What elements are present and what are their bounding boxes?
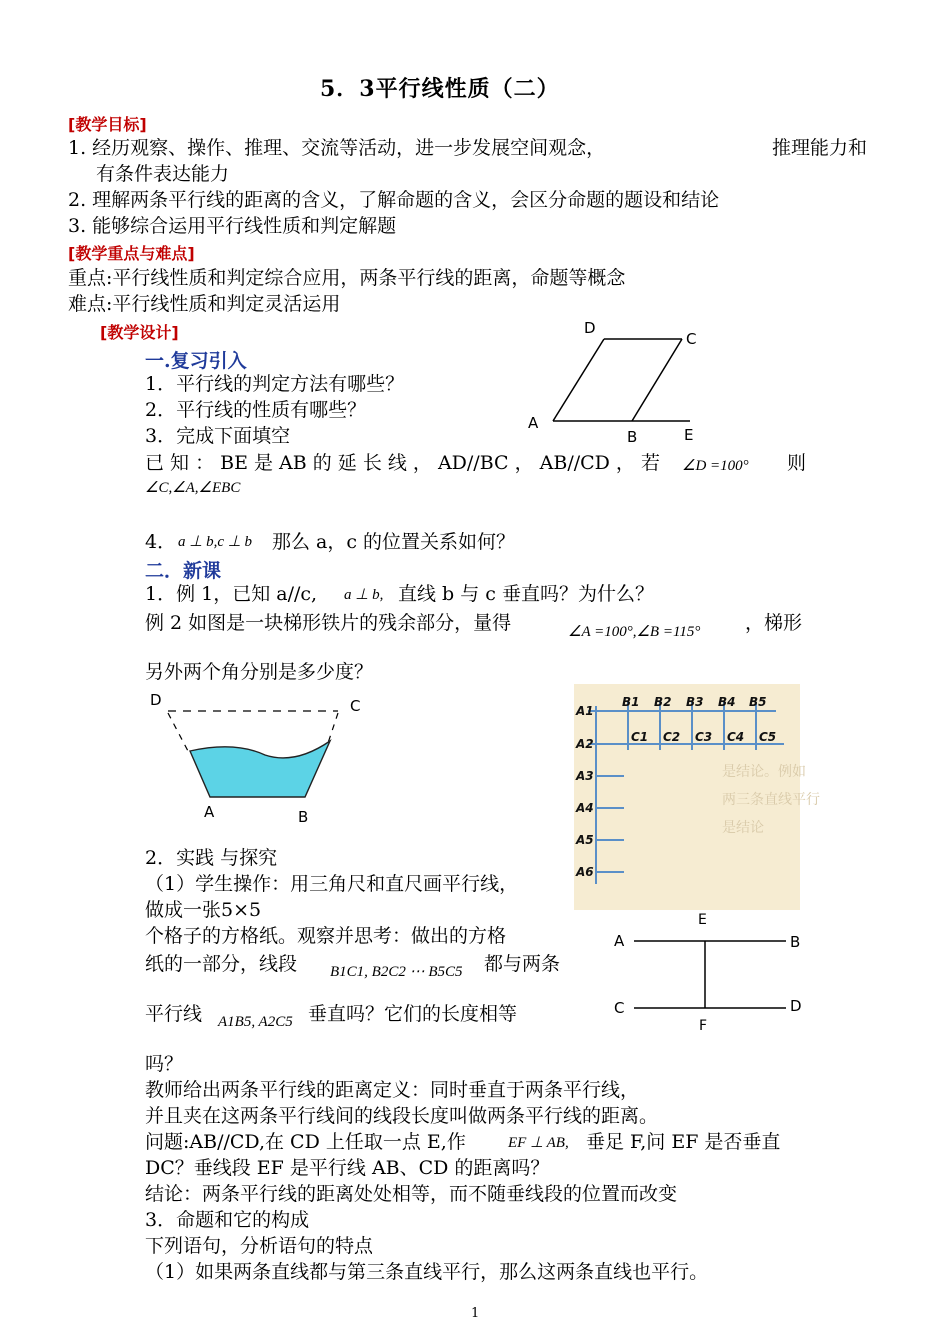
- operation-5-b: 垂直吗？它们的长度相等: [308, 1003, 518, 1025]
- grid-c3: C3: [695, 730, 713, 744]
- perp-label-c: C: [614, 999, 625, 1017]
- review-q3-angle: ∠D =100°: [682, 458, 749, 474]
- grid-bg-text-3: 是结论: [722, 820, 764, 836]
- para-label-a: A: [528, 414, 539, 432]
- keypoints-header: [教学重点与难点]: [68, 244, 195, 263]
- operation-4-math: B1C1, B2C2 ⋯ B5C5: [330, 964, 463, 980]
- para-label-b: B: [627, 428, 638, 446]
- focus-text: 重点:平行线性质和判定综合应用，两条平行线的距离，命题等概念: [68, 267, 626, 289]
- operation-4-a: 纸的一部分，线段: [145, 953, 298, 975]
- grid-row-a2: A2: [576, 737, 594, 751]
- perp-label-e: E: [698, 912, 707, 928]
- objective-3: 3. 能够综合运用平行线性质和判定解题: [68, 215, 397, 237]
- example-1-b: 直线 b 与 c 垂直吗？为什么？: [398, 583, 654, 605]
- review-q4-math: a ⊥ b,c ⊥ b: [178, 534, 253, 550]
- operation-1: （1）学生操作：用三角尺和直尺画平行线，: [145, 873, 519, 895]
- newlesson-heading: 二．新课: [145, 560, 222, 582]
- perp-label-f: F: [699, 1018, 708, 1034]
- trap-label-c: C: [350, 697, 361, 715]
- review-q3-then: 则: [787, 452, 807, 474]
- review-q3: 3．完成下面填空: [145, 425, 291, 447]
- perpendicular-figure: [608, 910, 808, 1036]
- proposition-intro: 下列语句，分析语句的特点: [145, 1235, 374, 1257]
- para-label-c: C: [686, 330, 697, 348]
- grid-b1: B1: [622, 695, 640, 709]
- grid-c4: C4: [727, 730, 745, 744]
- grid-c5: C5: [759, 730, 777, 744]
- grid-b2: B2: [654, 695, 672, 709]
- problem-2: DC？垂线段 EF 是平行线 AB、CD 的距离吗？: [145, 1157, 550, 1179]
- operation-6: 吗？: [145, 1053, 184, 1075]
- perp-label-d: D: [790, 997, 802, 1015]
- distance-def-1: 教师给出两条平行线的距离定义：同时垂直于两条平行线，: [145, 1079, 640, 1101]
- parallelogram-figure: [520, 318, 710, 446]
- problem-1-math: EF ⊥ AB,: [508, 1135, 569, 1151]
- conclusion: 结论：两条平行线的距离处处相等，而不随垂线段的位置而改变: [145, 1183, 678, 1205]
- example-1-math: a ⊥ b,: [344, 587, 384, 603]
- example-1-a: 1．例 1，已知 a//c,: [145, 583, 318, 605]
- objective-1-cont: 有条件表达能力: [96, 163, 230, 185]
- proposition-heading: 3．命题和它的构成: [145, 1209, 310, 1231]
- grid-row-a3: A3: [576, 769, 594, 783]
- operation-4-b: 都与两条: [484, 953, 561, 975]
- practice-heading: 2．实践 与探究: [145, 847, 278, 869]
- objectives-header: [教学目标]: [68, 115, 147, 134]
- objective-1: 1. 经历观察、操作、推理、交流等活动，进一步发展空间观念，: [68, 137, 606, 159]
- dashed-left-line: [168, 713, 188, 751]
- difficulty-text: 难点:平行线性质和判定灵活运用: [68, 293, 341, 315]
- problem-1-a: 问题:AB//CD,在 CD 上任取一点 E,作: [145, 1131, 466, 1153]
- review-q2: 2．平行线的性质有哪些？: [145, 399, 367, 421]
- review-q4-prefix: 4．: [145, 531, 177, 553]
- operation-5-a: 平行线: [145, 1003, 203, 1025]
- design-header: [教学设计]: [100, 323, 179, 342]
- review-q4-text: 那么 a，c 的位置关系如何？: [272, 531, 516, 553]
- page-title: 5．3平行线性质（二）: [320, 76, 560, 102]
- operation-5-math: A1B5, A2C5: [218, 1014, 293, 1030]
- perp-label-b: B: [790, 933, 801, 951]
- grid-b5: B5: [749, 695, 767, 709]
- operation-2: 做成一张5×5: [145, 899, 262, 921]
- review-q3-angles: ∠C,∠A,∠EBC: [145, 480, 241, 496]
- grid-b4: B4: [718, 695, 736, 709]
- review-q1: 1．平行线的判定方法有哪些？: [145, 373, 405, 395]
- example-2-math: ∠A =100°,∠B =115°: [568, 624, 701, 640]
- grid-bg-text-2: 两三条直线平行: [722, 792, 820, 808]
- trap-label-d: D: [150, 691, 162, 709]
- distance-def-2: 并且夹在这两条平行线间的线段长度叫做两条平行线的距离。: [145, 1105, 659, 1127]
- trap-label-a: A: [204, 803, 215, 821]
- page-number: 1: [471, 1306, 480, 1321]
- dashed-right-line: [328, 713, 338, 743]
- grid-row-a1: A1: [576, 704, 594, 718]
- example-2-b: ，梯形: [745, 612, 803, 634]
- operation-3: 个格子的方格纸。观察并思考：做出的方格: [145, 925, 507, 947]
- para-label-e: E: [684, 426, 694, 444]
- proposition-1: （1）如果两条直线都与第三条直线平行，那么这两条直线也平行。: [145, 1261, 709, 1283]
- para-label-d: D: [584, 319, 596, 337]
- grid-bg-text-1: 是结论。例如: [722, 764, 806, 780]
- grid-b3: B3: [686, 695, 704, 709]
- objective-2: 2. 理解两条平行线的距离的含义，了解命题的含义，会区分命题的题设和结论: [68, 189, 720, 211]
- grid-c1: C1: [631, 730, 649, 744]
- example-2-c: 另外两个角分别是多少度？: [145, 661, 374, 683]
- grid-paper-figure: [574, 684, 820, 910]
- grid-c2: C2: [663, 730, 681, 744]
- grid-row-a5: A5: [576, 833, 594, 847]
- problem-1-b: 垂足 F,问 EF 是否垂直: [586, 1131, 781, 1153]
- trap-label-b: B: [298, 808, 309, 826]
- trapezoid-figure: [140, 685, 370, 830]
- grid-row-a6: A6: [576, 865, 594, 879]
- grid-row-a4: A4: [576, 801, 594, 815]
- trapezoid-remnant: [190, 741, 330, 797]
- perp-label-a: A: [614, 932, 625, 950]
- review-heading: 一.复习引入: [145, 350, 247, 372]
- example-2-a: 例 2 如图是一块梯形铁片的残余部分，量得: [145, 612, 512, 634]
- review-q3-line1: 已 知 ： BE 是 AB 的 延 长 线 ， AD//BC ， AB//CD ， 若: [145, 452, 660, 474]
- objective-1-end: 推理能力和: [772, 137, 868, 159]
